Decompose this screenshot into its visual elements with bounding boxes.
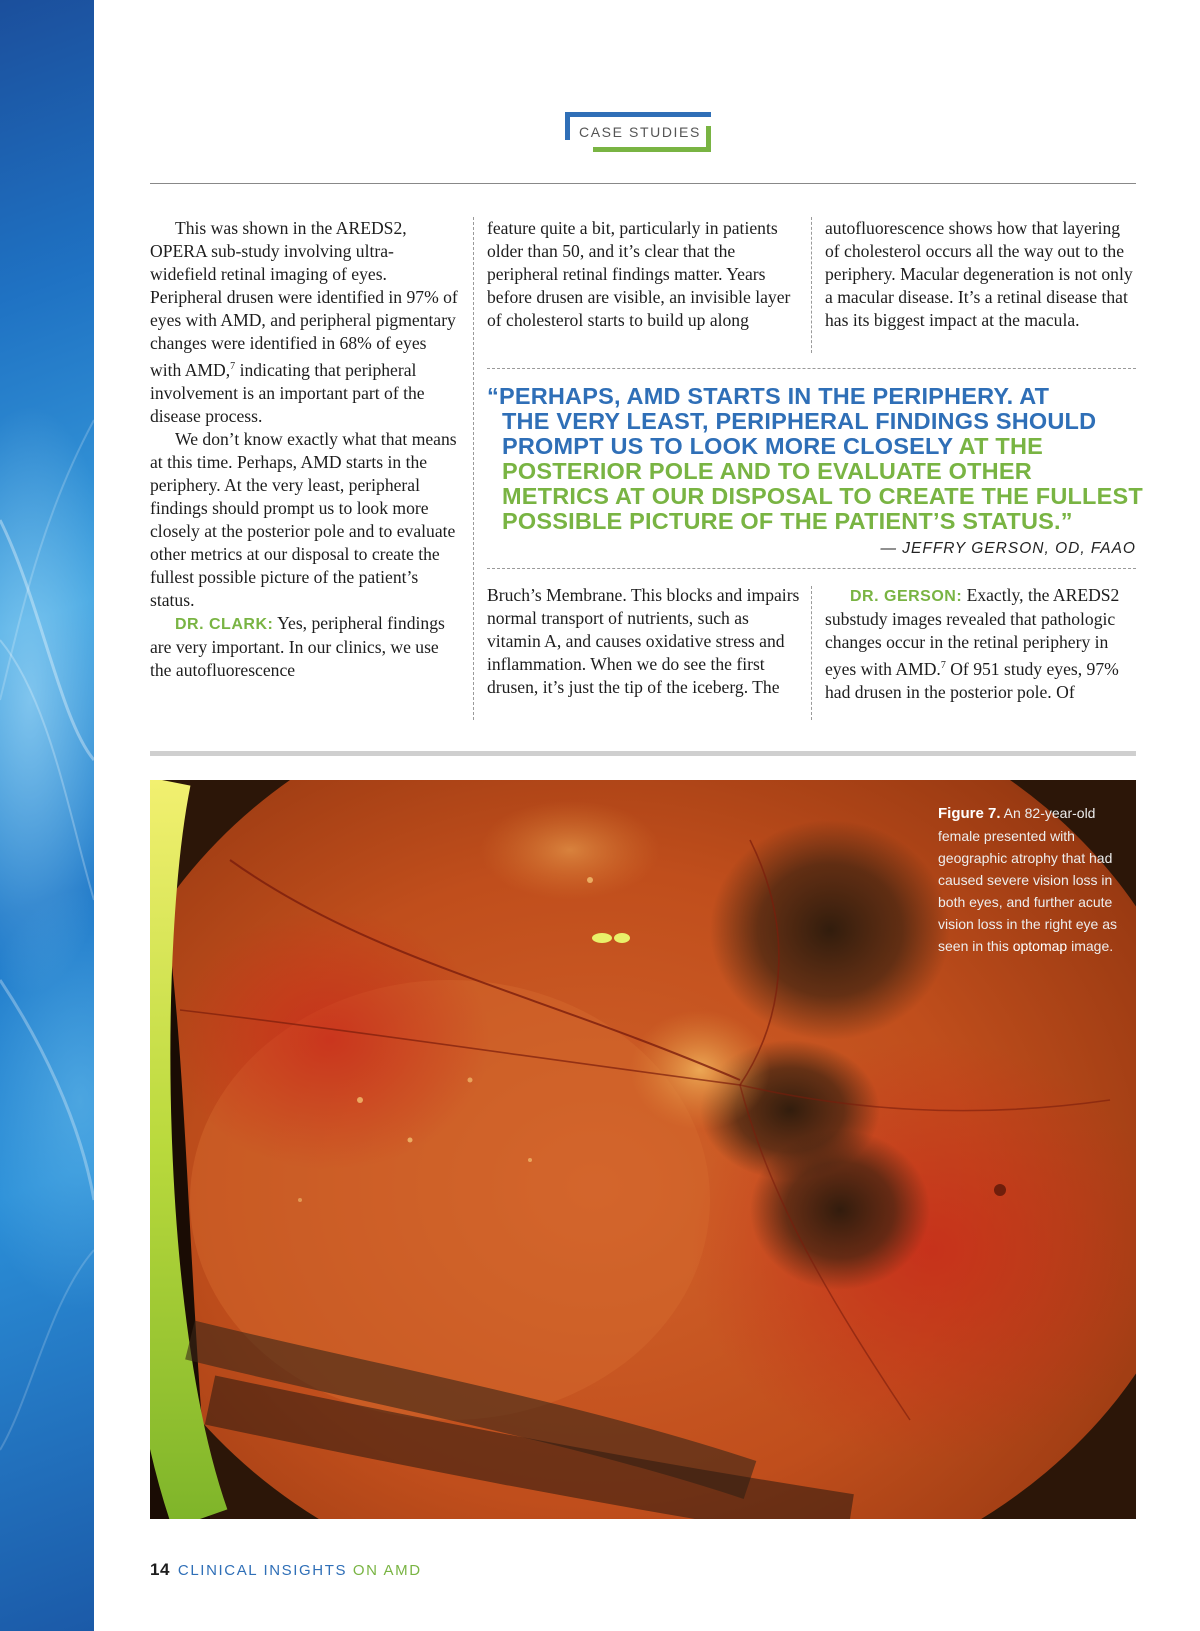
article-column-3-top [825, 217, 1135, 332]
section-tag-left-bar [565, 112, 570, 140]
reference-marker: 7 [230, 361, 236, 372]
pull-quote [487, 383, 1143, 534]
paragraph-1-text: This was shown in the AREDS2, OPERA sub-study involving ultra-widefield retinal imaging of eyes. Peripheral drusen were identified in 97% of eyes with AMD, and peripheral pigmentary changes were identified in 68% of eyes with AMD, [150, 218, 458, 380]
publication-title: CLINICAL INSIGHTS [177, 1562, 348, 1579]
column-2-top-text: feature quite a bit, particularly in patients older than 50, and it’s clear that the peripheral retinal findings matter. Years before drusen are visible, an invisible layer of cholesterol starts to build up along [487, 218, 791, 330]
article-column-1 [150, 217, 458, 682]
caption-text: An 82-year-old female presented with geographic atrophy that had caused severe vision loss in both eyes, and further acute vision loss in the right eye as seen in this [938, 805, 1117, 954]
pull-quote-bottom-rule [487, 568, 1136, 569]
caption-brand: optomap [1012, 938, 1068, 954]
pull-quote-line-5: METRICS AT OUR DISPOSAL TO CREATE THE FULLEST [502, 483, 1143, 509]
column-2-bottom-text: Bruch’s Membrane. This blocks and impairs normal transport of nutrients, such as vitamin A, and causes oxidative stress and inflammation. When we do see the first drusen, it’s just the tip of the iceberg. The [487, 585, 800, 697]
column-divider-2-top [811, 217, 812, 353]
column-3-bottom-tail: Of 951 study eyes, 97% had drusen in the posterior pole. Of [825, 658, 1119, 702]
speaker-dr-clark: DR. CLARK: [175, 615, 274, 633]
section-tag-bottom-bar [593, 147, 711, 152]
paragraph-3-text: Yes, peripheral findings are very important. In our clinics, we use the autofluorescence [150, 612, 445, 680]
retinal-image-figure [150, 780, 1136, 1519]
article-column-2-top [487, 217, 797, 332]
decorative-side-band [0, 0, 94, 1631]
section-tag-top-bar [565, 112, 711, 117]
article-column-2-bottom [487, 584, 807, 699]
figure-label: Figure 7. [938, 805, 1001, 822]
pull-quote-line-3-green: AT THE [952, 433, 1043, 459]
section-tag [565, 112, 711, 152]
column-divider-2-bottom [811, 586, 812, 720]
section-label: CASE STUDIES [579, 124, 701, 140]
caption-text-end: image. [1067, 938, 1114, 954]
section-tag-right-bar [706, 126, 711, 152]
paragraph-2: We don’t know exactly what that means at this time. Perhaps, AMD starts in the periphery. At the very least, peripheral findings should prompt us to look more closely at the posterior pole and to evaluate other metrics at our disposal to create the fullest possible picture of the patient’s status. [150, 428, 457, 610]
pull-quote-line-4: POSTERIOR POLE AND TO EVALUATE OTHER [502, 458, 1032, 484]
paragraph-3 [150, 612, 458, 682]
article-column-3-bottom [825, 584, 1135, 704]
pull-quote-line-6: POSSIBLE PICTURE OF THE PATIENT’S STATUS.” [502, 508, 1073, 534]
paragraph-1 [150, 217, 458, 428]
speaker-dr-gerson: DR. GERSON: [850, 588, 963, 605]
column-3-bottom-text: Exactly, the AREDS2 substudy images revealed that pathologic changes occur in the retinal periphery in eyes with AMD. [825, 585, 1120, 679]
pull-quote-line-2: THE VERY LEAST, PERIPHERAL FINDINGS SHOULD [502, 408, 1097, 434]
pull-quote-attribution: — JEFFRY GERSON, OD, FAAO [880, 540, 1136, 557]
pull-quote-line-3-blue: PROMPT US TO LOOK MORE CLOSELY [502, 433, 953, 459]
reference-marker: 7 [940, 660, 946, 671]
pull-quote-line-1: “PERHAPS, AMD STARTS IN THE PERIPHERY. AT [487, 383, 1050, 409]
column-3-bottom-paragraph [825, 584, 1135, 704]
side-band-swirls [0, 0, 94, 1631]
publication-subtitle: ON AMD [347, 1562, 422, 1579]
page-number: 14 [150, 1560, 170, 1579]
column-3-top-text: autofluorescence shows how that layering of cholesterol occurs all the way out to the periphery. Macular degeneration is not only a macular disease. It’s a retinal disease that has its biggest impact at the macula. [825, 218, 1133, 330]
header-rule [150, 183, 1136, 184]
pull-quote-top-rule [487, 368, 1136, 369]
paragraph-1-tail: indicating that peripheral involvement is an important part of the disease process. [150, 359, 425, 426]
figure-caption [938, 802, 1118, 957]
column-divider-1 [473, 217, 474, 720]
figure-top-rule [150, 751, 1136, 756]
page-footer [150, 1560, 422, 1580]
pull-quote-line-3 [487, 434, 1137, 459]
